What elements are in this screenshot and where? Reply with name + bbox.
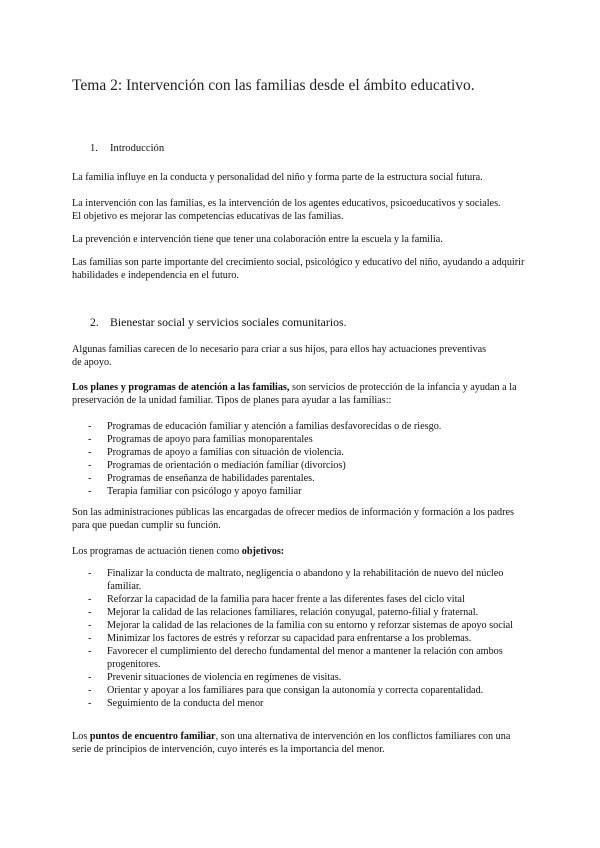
list-item: - Prevenir situaciones de violencia en regímenes de visitas. [88,671,528,684]
objectives-list [88,567,528,710]
section-1-paragraph-2: La intervención con las familias, es la intervención de los agentes educativos, psicoeducativos y sociales. El objetivo es mejorar las competencias educativas de las familias. [72,198,501,222]
list-item: - Favorecer el cumplimiento del derecho fundamental del menor a mantener la relación con ambos progenitores. [88,645,528,671]
objectives-lead-text: Los programas de actuación tienen como [72,546,242,557]
list-item: - Programas de orientación o mediación familiar (divorcios) [88,459,528,472]
list-item: - Orientar y apoyar a los familiares para que consigan la autonomía y correcta coparentalidad. [88,684,528,697]
section-1-paragraph-4: Las familias son parte importante del crecimiento social, psicológico y educativo del niño, ayudando a adquirir habilidades e independencia en el futuro. [72,257,525,281]
section-2-number: 2. [90,315,99,329]
section-2-heading [90,316,347,329]
list-item: - Programas de educación familiar y atención a familias desfavorecidas o de riesgo. [88,420,528,433]
administrations-paragraph: Son las administraciones públicas las encargadas de ofrecer medios de información y formación a los padres para que puedan cumplir su función. [72,507,514,531]
list-item: - Minimizar los factores de estrés y reforzar su capacidad para enfrentarse a los problemas. [88,632,528,645]
plan-types-list [88,420,528,498]
list-item: - Finalizar la conducta de maltrato, negligencia o abandono y la rehabilitación de nuevo del núcleo familiar. [88,567,528,593]
section-1-paragraph-1: La familia influye en la conducta y personalidad del niño y forma parte de la estructura social futura. [72,172,483,183]
section-1-number: 1. [90,143,98,154]
page-title: Tema 2: Intervención con las familias desde el ámbito educativo. [72,77,475,94]
list-item: - Mejorar la calidad de las relaciones de la familia con su entorno y reforzar sistemas de apoyo social [88,619,528,632]
section-1-title: Introducción [110,143,165,154]
plans-description: son servicios de protección de la infancia y ayudan a la preservación de la unidad familiar. Tipos de planes para ayudar a las familias:: [72,382,517,406]
objectives-bold-term: objetivos: [241,546,285,557]
meeting-points-paragraph [72,730,527,756]
list-item: - Programas de enseñanza de habilidades parentales. [88,472,528,485]
list-item: - Programas de apoyo a familias con situación de violencia. [88,446,528,459]
list-item: - Reforzar la capacidad de la familia para hacer frente a las diferentes fases del ciclo vital [88,593,528,606]
meeting-points-lead: Los [72,731,90,742]
section-2-intro: Algunas familias carecen de lo necesario para criar a sus hijos, para ellos hay actuaciones preventivas de apoyo. [72,344,487,368]
plans-bold-term: Los planes y programas de atención a las familias, [72,382,290,393]
plans-paragraph [72,381,530,407]
section-1-heading [90,142,164,155]
list-item: - Programas de apoyo para familias monoparentales [88,433,528,446]
section-1-paragraph-3: La prevención e intervención tiene que tener una colaboración entre la escuela y la familia. [72,234,443,245]
section-2-title: Bienestar social y servicios sociales comunitarios. [110,315,347,329]
list-item: - Seguimiento de la conducta del menor [88,697,528,710]
objectives-lead [72,545,532,558]
list-item: - Mejorar la calidad de las relaciones familiares, relación conyugal, paterno-filial y fraternal. [88,606,528,619]
meeting-points-description: , son una alternativa de intervención en los conflictos familiares con una serie de principios de intervención, cuyo interés es la importancia del menor. [72,731,511,755]
list-item: - Terapia familiar con psicólogo y apoyo familiar [88,485,528,498]
meeting-points-bold-term: puntos de encuentro familiar [89,731,216,742]
